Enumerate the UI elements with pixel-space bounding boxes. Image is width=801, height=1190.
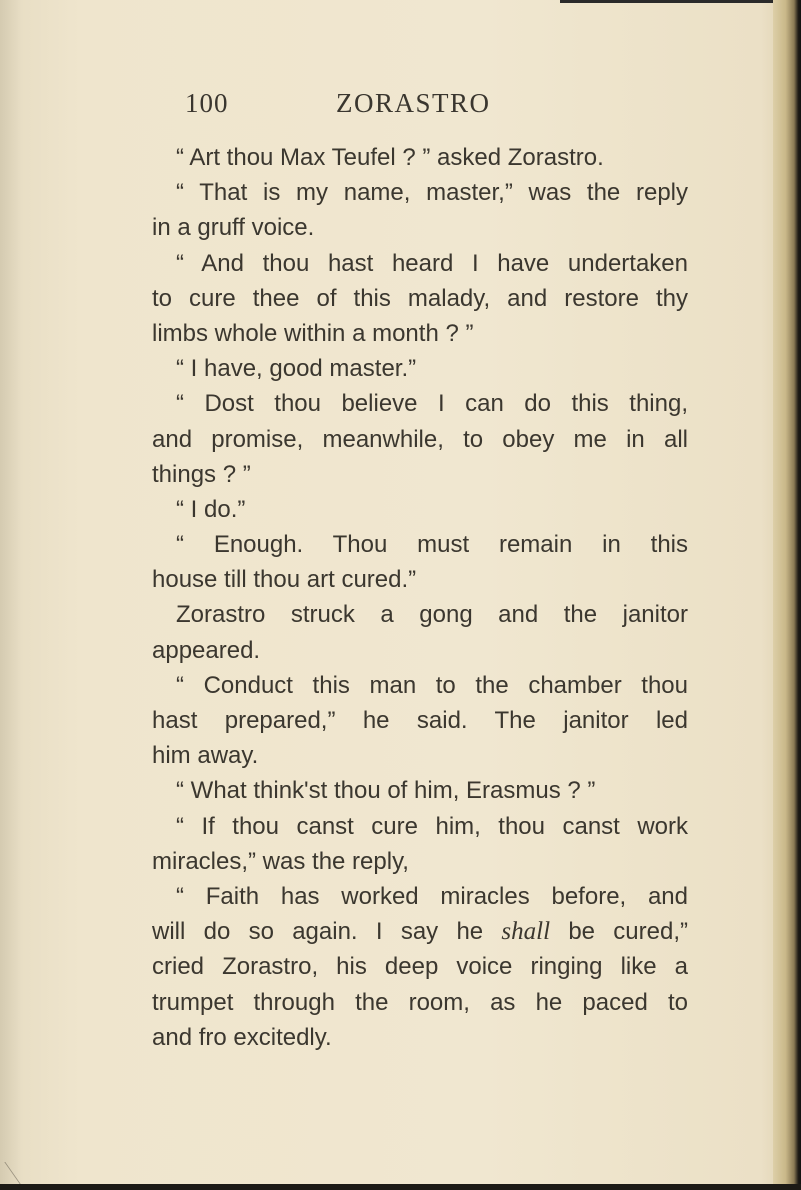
page-header xyxy=(185,88,605,122)
body-text xyxy=(152,140,688,1055)
text-segment: will do so again. I say he xyxy=(152,918,484,946)
text-line: trumpet through the room, as he paced to xyxy=(152,988,688,1016)
text-line: “ Conduct this man to the chamber thou xyxy=(176,671,688,699)
text-line: “ What think'st thou of him, Erasmus ? ” xyxy=(176,777,596,805)
text-line: to cure thee of this malady, and restore thy xyxy=(152,284,688,312)
text-line: “ Faith has worked miracles before, and xyxy=(176,882,688,910)
text-line: hast prepared,” he said. The janitor led xyxy=(152,707,688,734)
text-line: “ That is my name, master,” was the reply xyxy=(176,179,688,207)
page-number: 100 xyxy=(185,88,229,118)
text-line: and fro excitedly. xyxy=(152,1023,332,1051)
text-line: “ I have, good master.” xyxy=(176,355,417,383)
text-line: limbs whole within a month ? ” xyxy=(152,319,474,347)
text-line: cried Zorastro, his deep voice ringing like a xyxy=(152,953,688,981)
text-line: “ And thou hast heard I have undertaken xyxy=(176,249,688,277)
bottom-edge-rule xyxy=(0,1184,801,1190)
top-edge-rule xyxy=(560,0,801,3)
page-gutter-shadow xyxy=(0,0,22,1190)
text-line: “ Enough. Thou must remain in this xyxy=(176,531,688,559)
text-line: in a gruff voice. xyxy=(152,214,315,242)
italic-emphasis: shall xyxy=(501,918,551,946)
text-line: and promise, meanwhile, to obey me in all xyxy=(152,425,688,453)
text-line: “ If thou canst cure him, thou canst work xyxy=(176,812,688,840)
running-head: ZORASTRO xyxy=(336,88,491,118)
text-line: house till thou art cured.” xyxy=(152,566,417,594)
text-line-emphasis xyxy=(152,914,688,949)
text-line: “ Art thou Max Teufel ? ” asked Zorastro. xyxy=(176,144,604,171)
text-line: Zorastro struck a gong and the janitor xyxy=(176,601,688,629)
book-fore-edge xyxy=(773,0,801,1190)
text-line: him away. xyxy=(152,742,259,770)
text-line: appeared. xyxy=(152,636,261,664)
text-line: things ? ” xyxy=(152,460,251,488)
text-segment: be cured,” xyxy=(568,918,688,946)
text-line: “ Dost thou believe I can do this thing, xyxy=(176,390,688,418)
text-line: “ I do.” xyxy=(176,495,246,523)
text-line: miracles,” was the reply, xyxy=(152,847,409,875)
